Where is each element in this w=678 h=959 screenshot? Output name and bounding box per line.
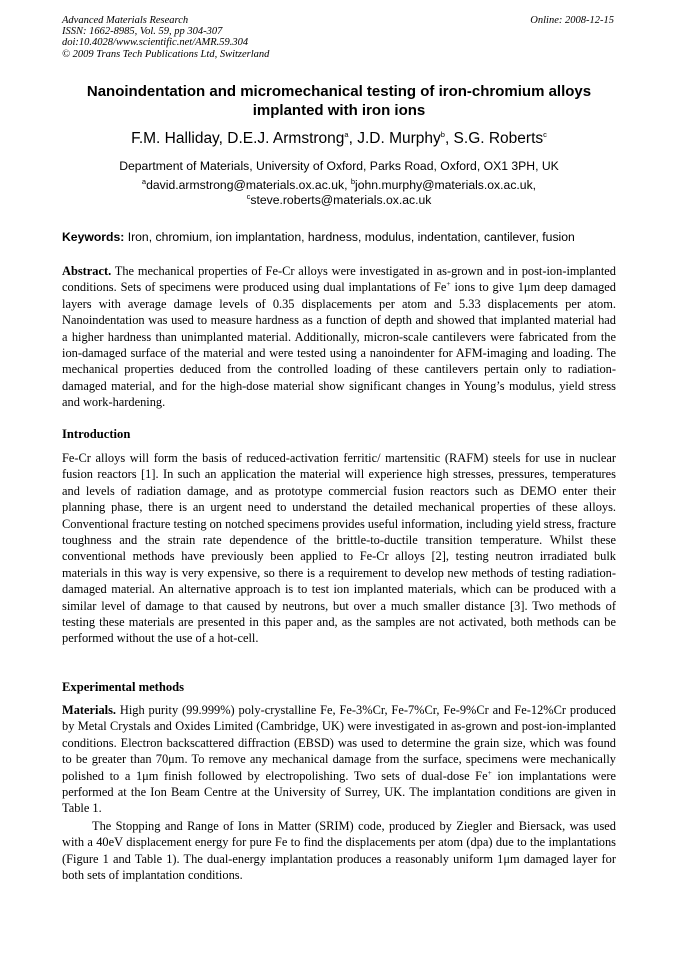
materials-text-1: High purity (99.999%) poly-crystalline Fe, Fe-3%Cr, Fe-7%Cr, Fe-9%Cr and Fe-12%Cr produced by Metal Crystals and Oxides Limited (Cambridge, UK) were investigated in as-grown and post-ion-implanted conditions. Electron backscattered diffraction (EBSD) was used to determine the grain size, which was found to be greater than 70μm. To remove any mechanical damage from the surface, specimens were mechanically polished to a 1μm finish followed by electropolishing. Two sets of dual-dose Fe xyxy=(62,703,616,783)
journal-doi[interactable]: doi:10.4028/www.scientific.net/AMR.59.304 xyxy=(62,37,249,49)
author-sup-a: a xyxy=(344,129,349,139)
author-list xyxy=(62,129,616,149)
affiliation: Department of Materials, University of Oxford, Parks Road, Oxford, OX1 3PH, UK xyxy=(119,159,559,173)
email-sup-c: c xyxy=(246,191,251,201)
email-roberts[interactable]: steve.roberts@materials.ox.ac.uk xyxy=(250,192,432,207)
keywords-text: Iron, chromium, ion implantation, hardness, modulus, indentation, cantilever, fusion xyxy=(124,230,575,244)
email-sup-b: b xyxy=(350,176,356,186)
introduction-heading: Introduction xyxy=(62,427,131,441)
abstract-text-2: ions to give 1μm deep damaged layers with average damage levels of 0.35 displacements per atom and 5.33 displacements per atom. Nanoindentation was used to measure hardness as a function of depth and showed that implanted material had a higher hardness than unimplanted material. Additionally, micron-scale cantilevers were fabricated from the ion-damaged surface of the material and were tested using a nanoindenter for AFM-imaging and loading. The mechanical properties deduced from the controlled loading of these cantilevers pertain only to radiation-damaged material, and for the high-dose material show significant changes in Young’s modulus, yield stress and work-hardening. xyxy=(62,280,616,410)
materials-label: Materials. xyxy=(62,703,117,717)
abstract xyxy=(62,263,616,411)
materials-text-2: ion implantations were performed at the Ion Beam Centre at the University of Surrey, UK. The implantation conditions are given in Table 1. xyxy=(62,768,616,816)
online-date: Online: 2008-12-15 xyxy=(530,15,614,26)
author-sup-c: c xyxy=(543,129,547,139)
keywords xyxy=(62,230,616,245)
journal-issn: ISSN: 1662-8985, Vol. 59, pp 304-307 xyxy=(62,26,223,38)
abstract-label: Abstract. xyxy=(62,264,112,278)
author-text-2: , J.D. Murphy xyxy=(348,130,441,147)
introduction-text: Fe-Cr alloys will form the basis of reduced-activation ferritic/ martensitic (RAFM) steels for use in nuclear fusion reactors [1]. In such an application the material will experience high stresses, pressures, temperatures and levels of radiation damage, and as prototype commercial fusion reactors such as DEMO enter their planning phase, there is an urgent need to understand the detailed mechanical properties of these alloys. Conventional fracture testing on notched specimens provides useful information, including yield stress, fracture toughness and the strain rate dependence of the brittle-to-ductile transition temperature. Whilst these conventional methods have previously been applied to Fe-Cr alloys [2], testing neutron irradiated bulk materials in this way is very expensive, so there is a requirement to develop new methods of testing radiation-damaged material. An alternative approach is to test ion implanted materials, which can be produced with a similar level of damage to that caused by neutrons, but over a much smaller distance [3]. Two methods of testing these materials are presented in this paper and, as the samples are not activated, both methods can be performed without the use of a hot-cell. xyxy=(62,451,616,646)
materials-sup: + xyxy=(487,767,492,777)
journal-copyright: © 2009 Trans Tech Publications Ltd, Switzerland xyxy=(62,48,270,60)
email-murphy[interactable]: john.murphy@materials.ox.ac.uk, xyxy=(355,178,537,192)
materials-paragraph xyxy=(62,702,616,817)
author-sup-b: b xyxy=(440,129,445,139)
abstract-text-1: The mechanical properties of Fe-Cr alloys were investigated in as-grown and in post-ion-implanted conditions. Sets of specimens were produced using dual implantations of Fe xyxy=(62,264,616,295)
journal-name: Advanced Materials Research xyxy=(62,15,189,26)
srim-paragraph: The Stopping and Range of Ions in Matter (SRIM) code, produced by Ziegler and Biersack, was used with a 40eV displacement energy for pure Fe to find the displacements per atom (dpa) due to the implantations (Figure 1 and Table 1). The dual-energy implantation produces a reasonably uniform 1μm damaged layer for both sets of implantation conditions. xyxy=(62,819,616,883)
keywords-label: Keywords: xyxy=(62,230,125,244)
email-sup-a: a xyxy=(141,176,147,186)
author-text-1: F.M. Halliday, D.E.J. Armstrong xyxy=(131,130,345,147)
email-list xyxy=(62,178,616,207)
abstract-sup: + xyxy=(446,279,451,289)
email-armstrong[interactable]: david.armstrong@materials.ox.ac.uk, xyxy=(146,178,351,192)
experimental-heading: Experimental methods xyxy=(62,680,185,694)
journal-header xyxy=(62,15,269,60)
author-text-3: , S.G. Roberts xyxy=(444,130,544,147)
paper-title: Nanoindentation and micromechanical testing of iron-chromium alloys implanted with iron ions xyxy=(86,83,592,119)
